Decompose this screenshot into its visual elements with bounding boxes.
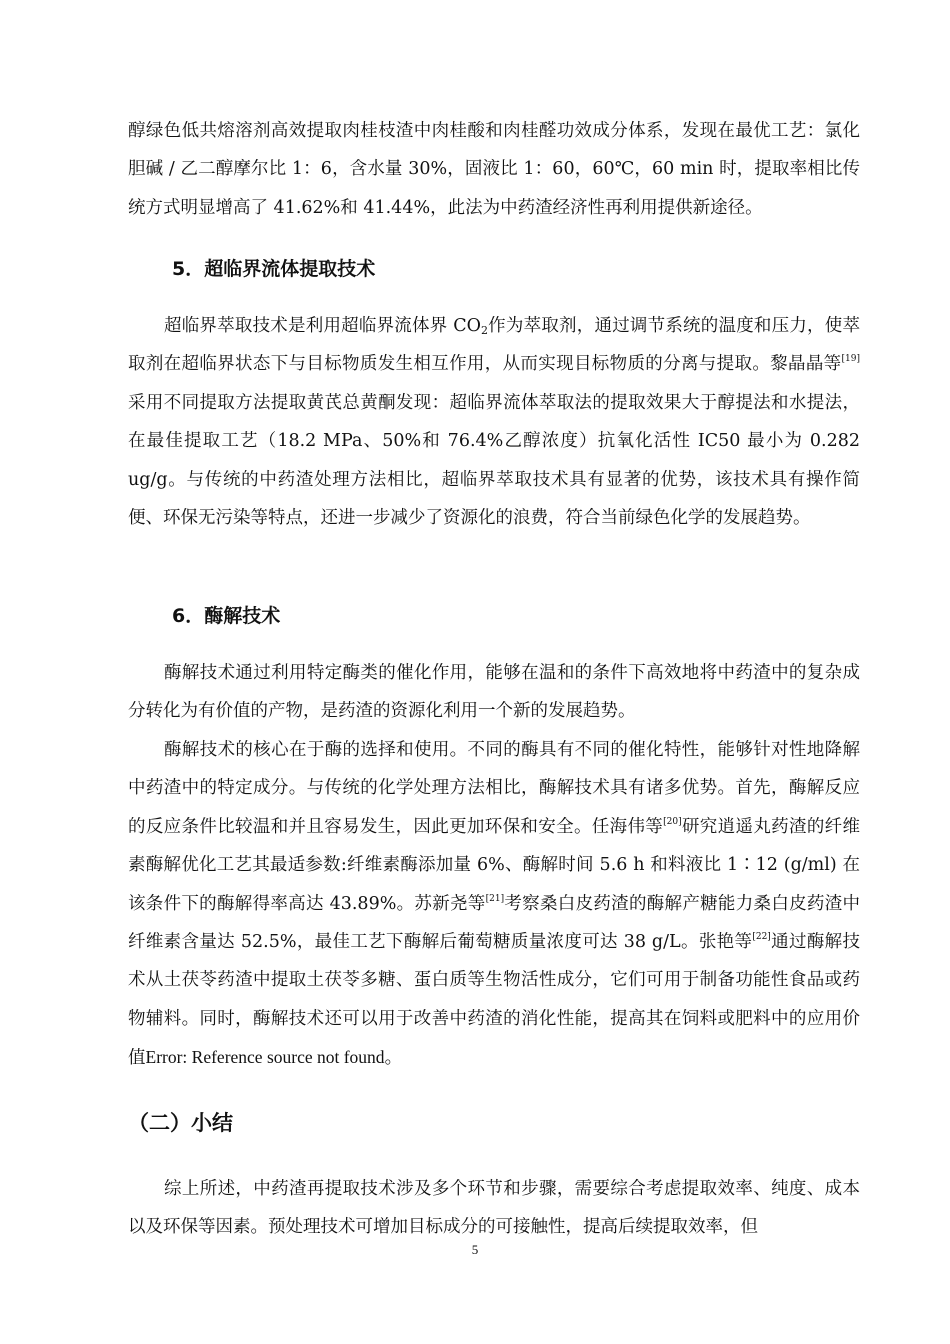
paragraph-summary: 综上所述，中药渣再提取技术涉及多个环节和步骤，需要综合考虑提取效率、纯度、成本以及环保等因素。预处理技术可增加目标成分的可接触性，提高后续提取效率，但: [128, 1179, 860, 1238]
paragraph-supercritical: 超临界萃取技术是利用超临界流体界 $CO_2$作为萃取剂，通过调节系统的温度和压力，使萃取剂在超临界状态下与目标物质发生相互作用，从而实现目标物质的分离与提取。黎晶晶等[19]采用不同提取方法提取黄芪总黄酮发现：超临界流体萃取法的提取效果大于醇提法和水提法，在最佳提取工艺（18.2 MPa、50%和 76.4%乙醇浓度）抗氧化活性 IC50 最小为 0.282 ug/g。与传统的中药渣处理方法相比，超临界萃取技术具有显著的优势，该技术具有操作简便、环保无污染等特点，还进一步减少了资源化的浪费，符合当前绿色化学的发展趋势。: [128, 316, 860, 529]
section-heading-supercritical: 5．超临界流体提取技术: [172, 258, 376, 280]
citation-21: [21]: [485, 893, 505, 904]
paragraph-enzymolysis-intro: 酶解技术通过利用特定酶类的催化作用，能够在温和的条件下高效地将中药渣中的复杂成分转化为有价值的产物，是药渣的资源化利用一个新的发展趋势。: [128, 663, 860, 722]
reference-error-text: Error: Reference source not found: [145, 1047, 385, 1068]
citation-19: [19]: [841, 354, 860, 365]
citation-22: [22]: [752, 932, 771, 943]
section-heading-summary: （二）小结: [128, 1111, 233, 1135]
citation-20: [20]: [663, 816, 682, 827]
section-heading-enzymolysis: 6．酶解技术: [172, 605, 281, 627]
paragraph-enzymolysis-detail: 酶解技术的核心在于酶的选择和使用。不同的酶具有不同的催化特性，能够针对性地降解中药渣中的特定成分。与传统的化学处理方法相比，酶解技术具有诸多优势。首先，酶解反应的反应条件比较温和并且容易发生，因此更加环保和安全。任海伟等[20]研究逍遥丸药渣的纤维素酶解优化工艺其最适参数:纤维素酶添加量 6%、酶解时间 5.6 h 和料液比 1∶12 (g/ml) 在该条件下的酶解得率高达 43.89%。苏新尧等[21]考察桑白皮药渣的酶解产糖能力桑白皮药渣中纤维素含量达 52.5%，最佳工艺下酶解后葡萄糖质量浓度可达 38 g/L。张艳等[22]通过酶解技术从土茯苓药渣中提取土茯苓多糖、蛋白质等生物活性成分，它们可用于制备功能性食品或药物辅料。同时，酶解技术还可以用于改善中药渣的消化性能，提高其在饲料或肥料中的应用价值Error: Reference source not found。: [128, 740, 861, 1069]
subscript-2: 2: [480, 324, 488, 337]
page-number: 5: [471, 1242, 479, 1257]
paragraph-solvent-extraction-end: 醇绿色低共熔溶剂高效提取肉桂枝渣中肉桂酸和肉桂醛功效成分体系，发现在最优工艺：氯化胆碱 / 乙二醇摩尔比 1：6，含水量 30%，固液比 1：60，60℃，60 min 时，提取率相比传统方式明显增高了 41.62%和 41.44%，此法为中药渣经济性再利用提供新途径。: [128, 121, 860, 218]
